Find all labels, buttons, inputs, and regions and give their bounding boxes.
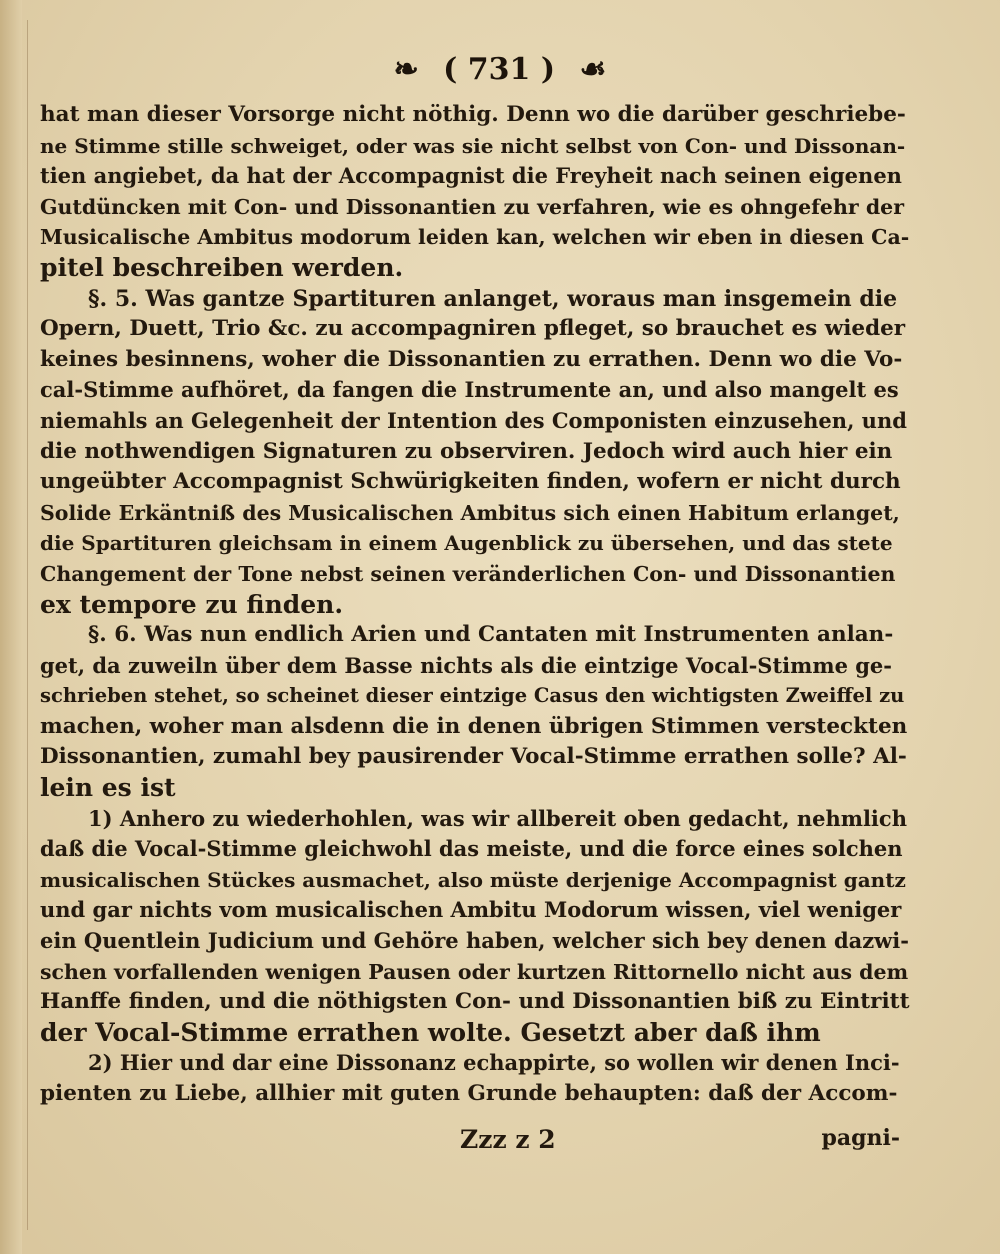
text-line: tien angiebet, da hat der Accompagnist die Freyheit nach seinen eigenen (40, 163, 902, 189)
page-edge (0, 0, 22, 1254)
text-line: die Spartituren gleichsam in einem Augenblick zu übersehen, und das stete (40, 531, 893, 556)
text-line: daß die Vocal-Stimme gleichwohl das meiste, und die force eines solchen (40, 836, 903, 862)
text-line: keines besinnens, woher die Dissonantien zu errathen. Denn wo die Vo- (40, 346, 903, 372)
text-line: pienten zu Liebe, allhier mit guten Grunde behaupten: daß der Accom- (40, 1081, 898, 1106)
text-line: und gar nichts vom musicalischen Ambitu Modorum wissen, viel weniger (40, 897, 902, 923)
text-line: Dissonantien, zumahl bey pausirender Vocal-Stimme errathen solle? Al- (40, 744, 907, 770)
text-line: musicalischen Stückes ausmachet, also müste derjenige Accompagnist gantz (40, 867, 906, 892)
text-line: schen vorfallenden wenigen Pausen oder kurtzen Rittornello nicht aus dem (40, 959, 909, 984)
text-line: pitel beschreiben werden. (40, 252, 404, 282)
text-line: ungeübter Accompagnist Schwürigkeiten finden, wofern er nicht durch (40, 469, 901, 495)
text-line: lein es ist (40, 773, 176, 803)
paragraph-start: 1) Anhero zu wiederhohlen, was wir allbereit oben gedacht, nehmlich (88, 805, 907, 831)
paragraph-start: §. 5. Was gantze Spartituren anlanget, woraus man insgemein die (88, 285, 898, 312)
text-line: die nothwendigen Signaturen zu observiren. Jedoch wird auch hier ein (40, 438, 893, 464)
text-line: Hanffe finden, und die nöthigsten Con- und Dissonantien biß zu Eintritt (40, 989, 910, 1015)
text-line: hat man dieser Vorsorge nicht nöthig. Denn wo die darüber geschriebe- (40, 102, 906, 127)
signature-mark: Zzz z 2 (460, 1125, 556, 1154)
text-line: Opern, Duett, Trio &c. zu accompagniren pfleget, so brauchet es wieder (40, 316, 906, 342)
text-line: schrieben stehet, so scheinet dieser eintzige Casus den wichtigsten Zweiffel zu (40, 684, 905, 708)
ornament-right-icon: ☙ (579, 52, 607, 87)
text-line: ex tempore zu finden. (40, 589, 344, 619)
page-number: ( 731 ) (443, 52, 556, 87)
text-line: niemahls an Gelegenheit der Intention des Componisten einzusehen, und (40, 407, 907, 433)
text-line: der Vocal-Stimme errathen wolte. Gesetzt aber daß ihm (40, 1017, 821, 1047)
page-footer (40, 1125, 900, 1157)
text-line: Gutdüncken mit Con- und Dissonantien zu verfahren, wie es ohngefehr der (40, 194, 904, 219)
margin-rule (27, 20, 28, 1230)
text-line: machen, woher man alsdenn die in denen übrigen Stimmen versteckten (40, 713, 908, 739)
text-line: Musicalische Ambitus modorum leiden kan, welchen wir eben in diesen Ca- (40, 225, 910, 250)
paragraph-start: §. 6. Was nun endlich Arien und Cantaten mit Instrumenten anlan- (88, 622, 894, 648)
text-line: get, da zuweiln über dem Basse nichts als die eintzige Vocal-Stimme ge- (40, 652, 892, 678)
text-line: ein Quentlein Judicium und Gehöre haben, welcher sich bey denen dazwi- (40, 928, 909, 954)
page-header (0, 52, 1000, 87)
ornament-left-icon: ❧ (393, 52, 419, 87)
text-line: Solide Erkäntniß des Musicalischen Ambitus sich einen Habitum erlanget, (40, 500, 900, 525)
text-body (40, 100, 910, 1110)
catchword: pagni- (821, 1125, 900, 1151)
text-line: ne Stimme stille schweiget, oder was sie nicht selbst von Con- und Dissonan- (40, 133, 906, 158)
paragraph-start: 2) Hier und dar eine Dissonanz echappirte, so wollen wir denen Inci- (88, 1050, 900, 1076)
text-line: Changement der Tone nebst seinen veränderlichen Con- und Dissonantien (40, 561, 896, 586)
text-line: cal-Stimme aufhöret, da fangen die Instrumente an, und also mangelt es (40, 377, 899, 403)
